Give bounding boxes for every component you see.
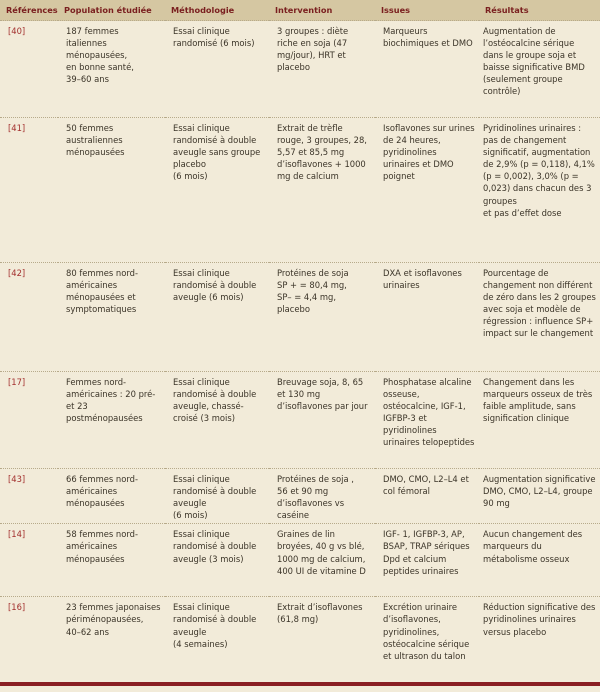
cell-resultats: Pyridinolines urinaires : pas de changement significatif, augmentation de 2,9% (p = 0,118), 4,1% (p = 0,002), 3,0% (p = 0,023) dans chacun des 3 groupes et pas d’effet dose bbox=[479, 118, 600, 263]
cell-reference: [41] bbox=[0, 118, 58, 263]
header-population: Population étudiée bbox=[58, 0, 165, 21]
bottom-rule bbox=[0, 682, 600, 686]
cell-resultats: Augmentation de l’ostéocalcine sérique dans le groupe soja et baisse significative BMD (seulement groupe contrôle) bbox=[479, 21, 600, 118]
header-issues: Issues bbox=[375, 0, 479, 21]
cell-reference: [43] bbox=[0, 469, 58, 524]
header-references: Références bbox=[0, 0, 58, 21]
cell-intervention: 3 groupes : diète riche en soja (47 mg/jour), HRT et placebo bbox=[269, 21, 375, 118]
cell-resultats: Réduction significative des pyridinolines urinaires versus placebo bbox=[479, 597, 600, 692]
cell-population: 58 femmes nord-américaines ménopausées bbox=[58, 524, 165, 597]
table-body bbox=[0, 21, 600, 692]
table-row bbox=[0, 118, 600, 263]
cell-population: Femmes nord-américaines : 20 pré- et 23 postménopausées bbox=[58, 372, 165, 469]
cell-reference: [40] bbox=[0, 21, 58, 118]
cell-issues: Phosphatase alcaline osseuse, ostéocalcine, IGF-1, IGFBP-3 et pyridinolines urinaires telopeptides bbox=[375, 372, 479, 469]
table-row bbox=[0, 469, 600, 524]
cell-issues: Isoflavones sur urines de 24 heures, pyridinolines urinaires et DMO poignet bbox=[375, 118, 479, 263]
cell-population: 23 femmes japonaises périménopausées, 40–62 ans bbox=[58, 597, 165, 692]
cell-reference: [16] bbox=[0, 597, 58, 692]
table-header bbox=[0, 0, 600, 21]
cell-reference: [42] bbox=[0, 263, 58, 372]
cell-intervention: Protéines de soja , 56 et 90 mg d’isoflavones vs caséine bbox=[269, 469, 375, 524]
table-row bbox=[0, 597, 600, 692]
cell-methodologie: Essai clinique randomisé à double aveugle, chassé-croisé (3 mois) bbox=[165, 372, 269, 469]
cell-intervention: Protéines de soja SP + = 80,4 mg, SP– = 4,4 mg, placebo bbox=[269, 263, 375, 372]
cell-issues: DXA et isoflavones urinaires bbox=[375, 263, 479, 372]
cell-issues: Marqueurs biochimiques et DMO bbox=[375, 21, 479, 118]
cell-population: 66 femmes nord-américaines ménopausées bbox=[58, 469, 165, 524]
cell-resultats: Augmentation significative DMO, CMO, L2–L4, groupe 90 mg bbox=[479, 469, 600, 524]
table-row bbox=[0, 372, 600, 469]
cell-methodologie: Essai clinique randomisé à double aveugle (6 mois) bbox=[165, 263, 269, 372]
cell-population: 50 femmes australiennes ménopausées bbox=[58, 118, 165, 263]
cell-issues: DMO, CMO, L2–L4 et col fémoral bbox=[375, 469, 479, 524]
cell-intervention: Extrait de trèfle rouge, 3 groupes, 28, 5,57 et 85,5 mg d’isoflavones + 1000 mg de calcium bbox=[269, 118, 375, 263]
cell-intervention: Breuvage soja, 8, 65 et 130 mg d’isoflavones par jour bbox=[269, 372, 375, 469]
cell-population: 80 femmes nord-américaines ménopausées et symptomatiques bbox=[58, 263, 165, 372]
header-resultats: Résultats bbox=[479, 0, 600, 21]
cell-resultats: Aucun changement des marqueurs du métabolisme osseux bbox=[479, 524, 600, 597]
cell-intervention: Graines de lin broyées, 40 g vs blé, 1000 mg de calcium, 400 UI de vitamine D bbox=[269, 524, 375, 597]
header-methodologie: Méthodologie bbox=[165, 0, 269, 21]
cell-methodologie: Essai clinique randomisé à double aveugle (4 semaines) bbox=[165, 597, 269, 692]
cell-reference: [17] bbox=[0, 372, 58, 469]
cell-resultats: Changement dans les marqueurs osseux de très faible amplitude, sans signification clinique bbox=[479, 372, 600, 469]
cell-methodologie: Essai clinique randomisé à double aveugle (3 mois) bbox=[165, 524, 269, 597]
cell-methodologie: Essai clinique randomisé (6 mois) bbox=[165, 21, 269, 118]
cell-resultats: Pourcentage de changement non différent de zéro dans les 2 groupes avec soja et modèle de régression : influence SP+ impact sur le changement bbox=[479, 263, 600, 372]
cell-issues: IGF- 1, IGFBP-3, AP, BSAP, TRAP sériques Dpd et calcium peptides urinaires bbox=[375, 524, 479, 597]
table-row bbox=[0, 263, 600, 372]
cell-issues: Excrétion urinaire d’isoflavones, pyridinolines, ostéocalcine sérique et ultrason du talon bbox=[375, 597, 479, 692]
cell-methodologie: Essai clinique randomisé à double aveugle sans groupe placebo (6 mois) bbox=[165, 118, 269, 263]
cell-population: 187 femmes italiennes ménopausées, en bonne santé, 39–60 ans bbox=[58, 21, 165, 118]
cell-methodologie: Essai clinique randomisé à double aveugle (6 mois) bbox=[165, 469, 269, 524]
table-row bbox=[0, 21, 600, 118]
cell-reference: [14] bbox=[0, 524, 58, 597]
header-intervention: Intervention bbox=[269, 0, 375, 21]
table-row bbox=[0, 524, 600, 597]
cell-intervention: Extrait d’isoflavones (61,8 mg) bbox=[269, 597, 375, 692]
